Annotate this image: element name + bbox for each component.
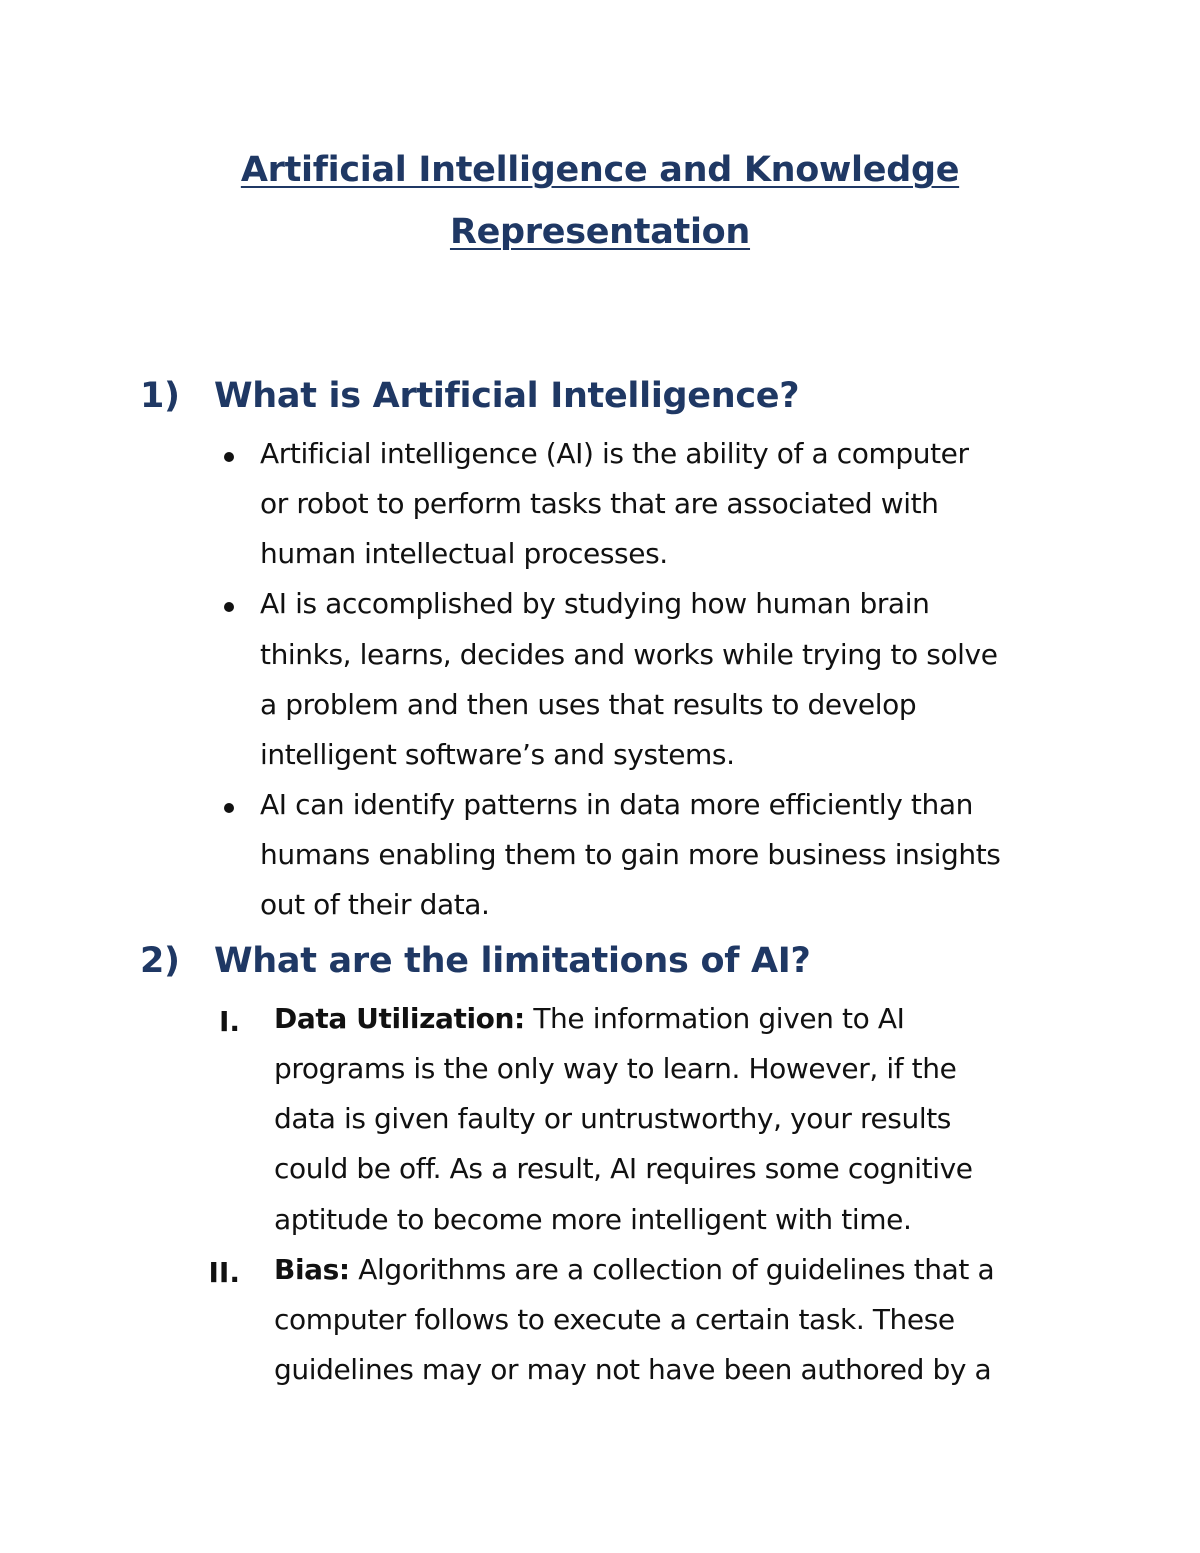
item-first-line-rest: The information given to AI (524, 1002, 905, 1035)
bullet-3-line-1: AI can identify patterns in data more efficiently than (260, 788, 973, 821)
document-title-line-2: Representation (449, 212, 751, 252)
bullet-1-line-1: Artificial intelligence (AI) is the ability of a computer (260, 437, 969, 470)
item-numeral-1: I. (218, 1005, 240, 1038)
bullet-icon (224, 602, 234, 612)
item-1-line-5: aptitude to become more intelligent with time. (274, 1203, 912, 1236)
section-number: 1) (140, 376, 180, 416)
item-1-line-3: data is given faulty or untrustworthy, your results (274, 1102, 951, 1135)
document-title-line-1: Artificial Intelligence and Knowledge (240, 150, 960, 190)
bullet-1-line-2: or robot to perform tasks that are associated with (260, 487, 939, 520)
item-2-line-2: computer follows to execute a certain task. These (274, 1303, 955, 1336)
item-numeral-2: II. (208, 1256, 240, 1289)
item-term: Data Utilization: (274, 1002, 525, 1035)
bullet-icon (224, 452, 234, 462)
bullet-3-line-3: out of their data. (260, 888, 490, 921)
item-first-line-rest: Algorithms are a collection of guidelines that a (349, 1253, 995, 1286)
bullet-icon (224, 803, 234, 813)
section-heading-text: What is Artificial Intelligence? (214, 376, 800, 416)
bullet-2-line-2: thinks, learns, decides and works while trying to solve (260, 638, 998, 671)
item-1-line-1 (274, 1002, 905, 1035)
item-1-line-4: could be off. As a result, AI requires some cognitive (274, 1152, 973, 1185)
bullet-2-line-4: intelligent software’s and systems. (260, 738, 735, 771)
bullet-2-line-3: a problem and then uses that results to develop (260, 688, 917, 721)
item-1-line-2: programs is the only way to learn. However, if the (274, 1052, 957, 1085)
bullet-3-line-2: humans enabling them to gain more business insights (260, 838, 1001, 871)
item-2-line-3: guidelines may or may not have been authored by a (274, 1353, 992, 1386)
bullet-2-line-1: AI is accomplished by studying how human brain (260, 587, 930, 620)
item-2-line-1 (274, 1253, 995, 1286)
section-heading-text: What are the limitations of AI? (214, 941, 811, 981)
item-term: Bias: (274, 1253, 350, 1286)
section-number: 2) (140, 941, 180, 981)
bullet-1-line-3: human intellectual processes. (260, 537, 668, 570)
